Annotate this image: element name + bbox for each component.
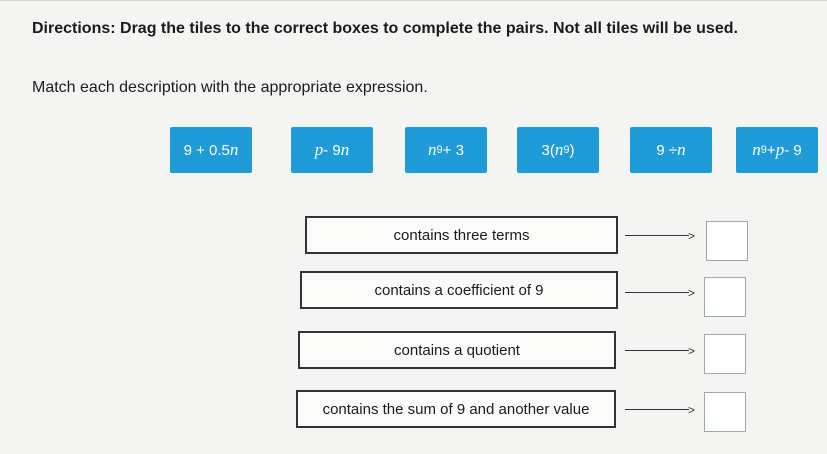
arrow-icon: > [625, 403, 695, 417]
tile-n9-plus-p-minus-9[interactable]: n 9 + p - 9 [736, 127, 818, 173]
description-quotient: contains a quotient [298, 331, 616, 369]
drop-box-coefficient-9[interactable] [704, 277, 746, 317]
drop-box-sum-of-9[interactable] [704, 392, 746, 432]
tile-9-plus-0.5n[interactable]: 9 + 0.5 n [170, 127, 252, 173]
description-coefficient-9: contains a coefficient of 9 [300, 271, 618, 309]
description-sum-of-9: contains the sum of 9 and another value [296, 390, 616, 428]
tile-3-n9[interactable]: 3( n 9 ) [517, 127, 599, 173]
description-three-terms: contains three terms [305, 216, 618, 254]
drop-box-quotient[interactable] [704, 334, 746, 374]
arrow-icon: > [625, 286, 695, 300]
instruction-text: Match each description with the appropriate expression. [32, 79, 428, 96]
tile-p-minus-9n[interactable]: p - 9 n [291, 127, 373, 173]
drop-box-three-terms[interactable] [706, 221, 748, 261]
arrow-icon: > [625, 344, 695, 358]
top-border [0, 0, 827, 7]
tile-n9-plus-3[interactable]: n 9 + 3 [405, 127, 487, 173]
arrow-icon: > [625, 229, 695, 243]
tile-9-divided-by-n[interactable]: 9 ÷ n [630, 127, 712, 173]
directions-text: Directions: Drag the tiles to the correct boxes to complete the pairs. Not all tiles will be used. [32, 20, 738, 37]
